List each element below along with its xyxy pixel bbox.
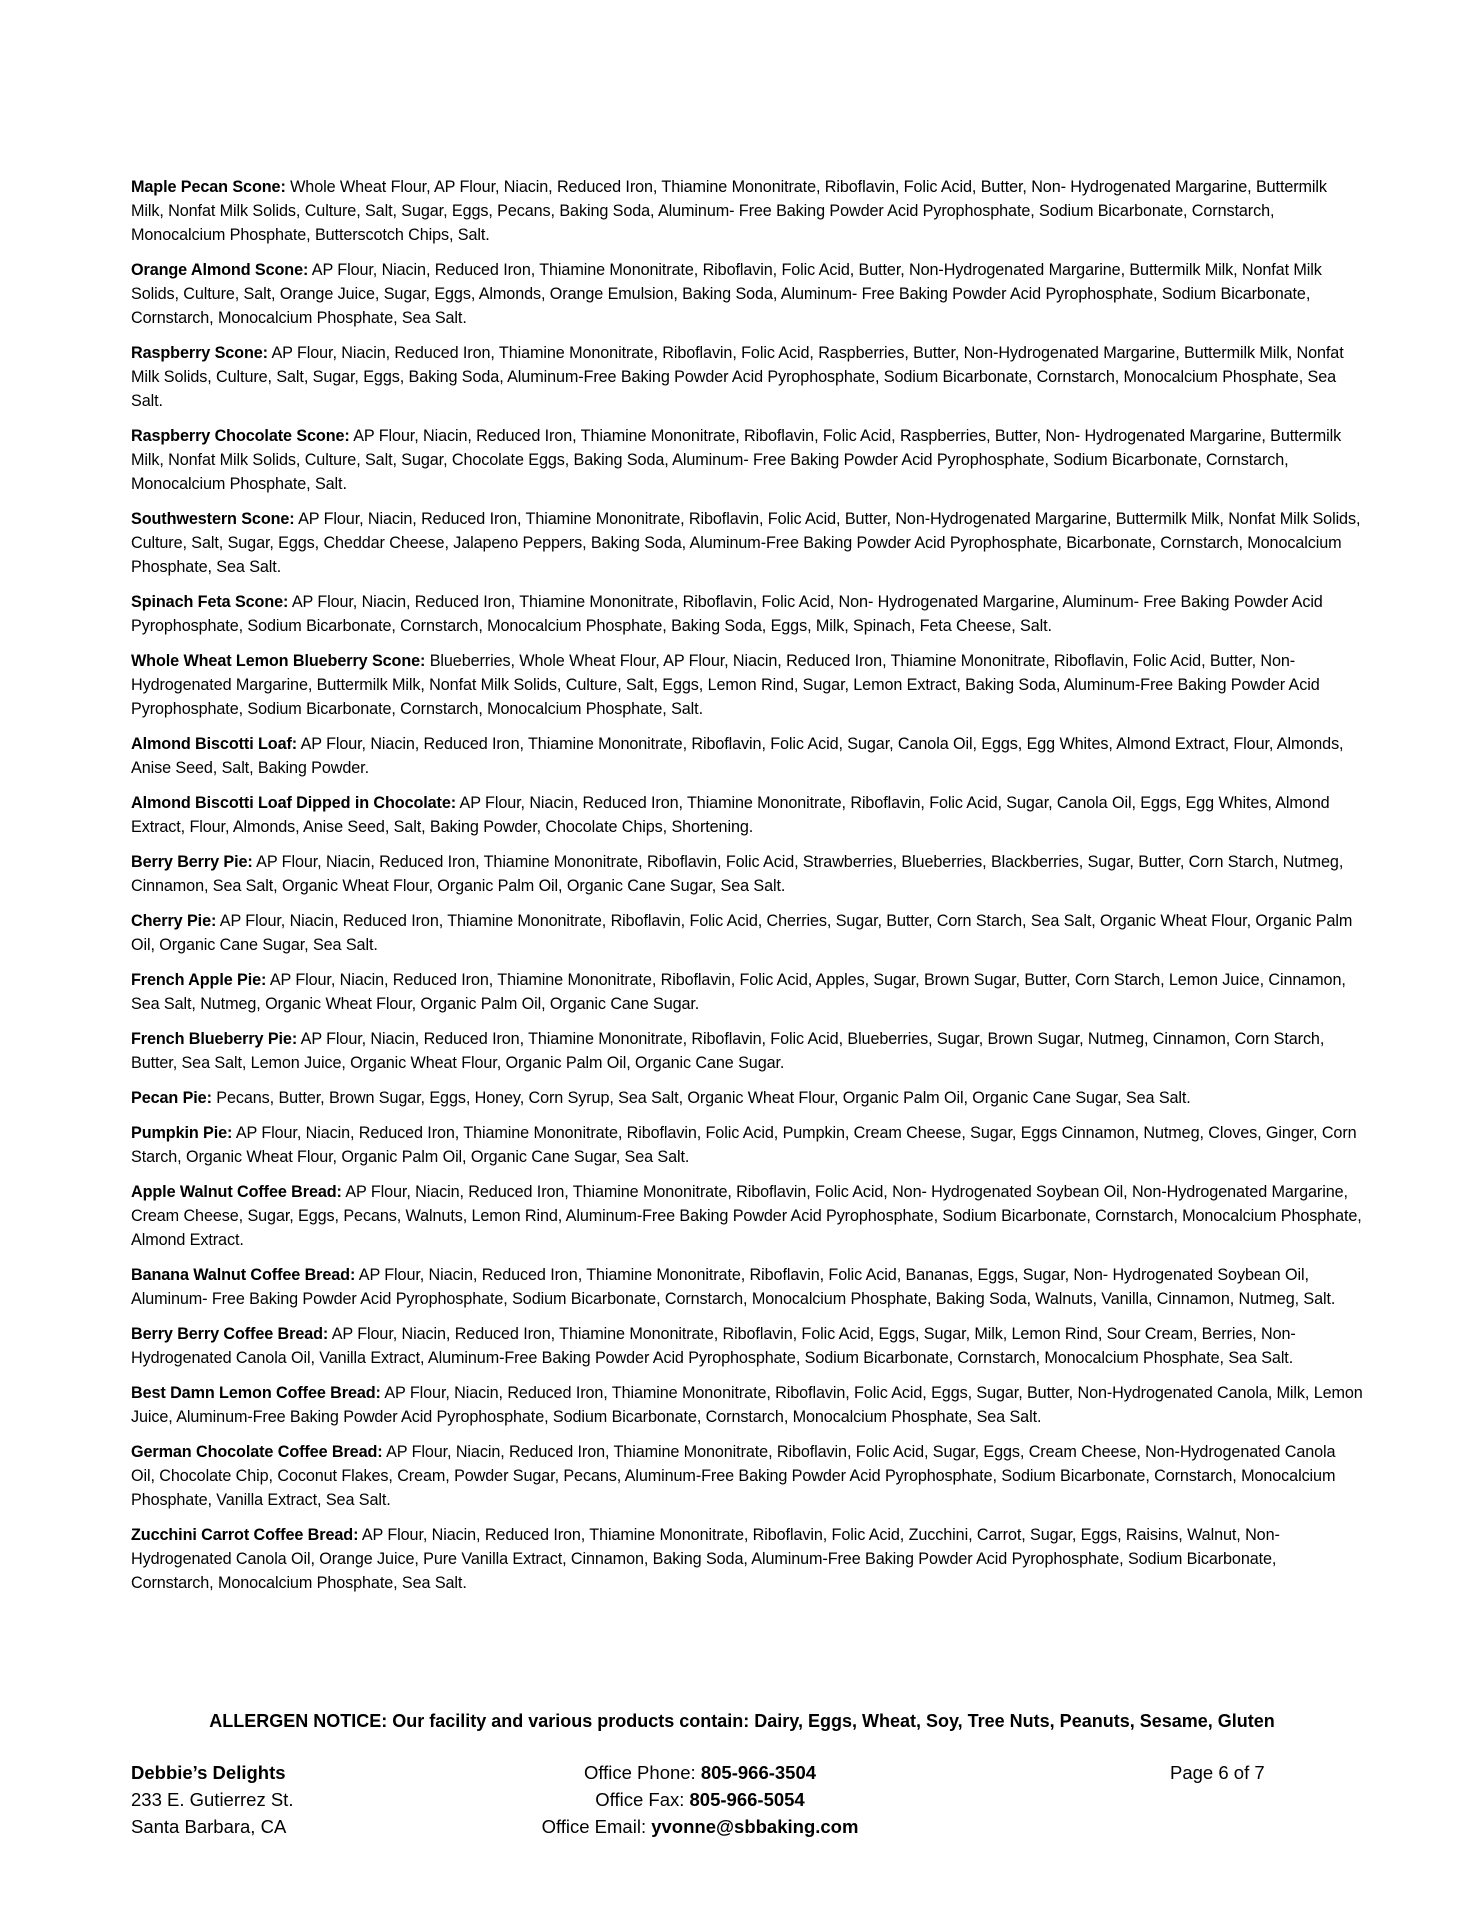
product-name: Berry Berry Coffee Bread:: [131, 1325, 329, 1343]
ingredients-text: Whole Wheat Flour, AP Flour, Niacin, Reduced Iron, Thiamine Mononitrate, Riboflavin, Folic Acid, Butter, Non- Hydrogenated Margarine, Buttermilk Milk, Nonfat Milk Solids, Culture, Salt, Sugar, Eggs, Pecans, Baking Soda, Aluminum- Free Baking Powder Acid Pyrophosphate, Sodium Bicarbonate, Cornstarch, Monocalcium Phosphate, Butterscotch Chips, Salt.: [131, 178, 1327, 244]
page-footer: [0, 1759, 1484, 1843]
office-email: [430, 1813, 970, 1840]
product-name: Almond Biscotti Loaf Dipped in Chocolate:: [131, 794, 457, 812]
product-name: German Chocolate Coffee Bread:: [131, 1443, 383, 1461]
ingredient-entry: [131, 791, 1363, 839]
ingredient-entry: [131, 850, 1363, 898]
ingredients-text: AP Flour, Niacin, Reduced Iron, Thiamine Mononitrate, Riboflavin, Folic Acid, Butter, Non-Hydrogenated Margarine, Buttermilk Milk, Nonfat Milk Solids, Culture, Salt, Orange Juice, Sugar, Eggs, Almonds, Orange Emulsion, Baking Soda, Aluminum- Free Baking Powder Acid Pyrophosphate, Sodium Bicarbonate, Cornstarch, Monocalcium Phosphate, Sea Salt.: [131, 261, 1322, 327]
product-name: Apple Walnut Coffee Bread:: [131, 1183, 342, 1201]
ingredients-text: AP Flour, Niacin, Reduced Iron, Thiamine Mononitrate, Riboflavin, Folic Acid, Non- Hydrogenated Soybean Oil, Non-Hydrogenated Margarine, Cream Cheese, Sugar, Eggs, Pecans, Walnuts, Lemon Rind, Aluminum-Free Baking Powder Acid Pyrophosphate, Sodium Bicarbonate, Cornstarch, Monocalcium Phosphate, Almond Extract.: [131, 1183, 1362, 1249]
ingredients-text: Pecans, Butter, Brown Sugar, Eggs, Honey, Corn Syrup, Sea Salt, Organic Wheat Flour, Organic Palm Oil, Organic Cane Sugar, Sea Salt.: [211, 1089, 1191, 1107]
ingredients-text: AP Flour, Niacin, Reduced Iron, Thiamine Mononitrate, Riboflavin, Folic Acid, Bananas, Eggs, Sugar, Non- Hydrogenated Soybean Oil, Aluminum- Free Baking Powder Acid Pyrophosphate, Sodium Bicarbonate, Cornstarch, Monocalcium Phosphate, Baking Soda, Walnuts, Vanilla, Cinnamon, Nutmeg, Salt.: [131, 1266, 1336, 1308]
footer-contact-block: [430, 1759, 970, 1840]
fax-number: 805-966-5054: [689, 1789, 805, 1810]
office-fax: [430, 1786, 970, 1813]
office-phone: [430, 1759, 970, 1786]
ingredient-entry: [131, 1381, 1363, 1429]
product-name: Cherry Pie:: [131, 912, 217, 930]
product-name: Raspberry Chocolate Scone:: [131, 427, 350, 445]
page-number: Page 6 of 7: [1170, 1762, 1265, 1783]
ingredient-entry: [131, 1523, 1363, 1595]
ingredient-entry: [131, 424, 1363, 496]
ingredient-entry: [131, 732, 1363, 780]
ingredients-text: AP Flour, Niacin, Reduced Iron, Thiamine Mononitrate, Riboflavin, Folic Acid, Butter, Non-Hydrogenated Margarine, Buttermilk Milk, Nonfat Milk Solids, Culture, Salt, Sugar, Eggs, Cheddar Cheese, Jalapeno Peppers, Baking Soda, Aluminum-Free Baking Powder Acid Pyrophosphate, Bicarbonate, Cornstarch, Monocalcium Phosphate, Sea Salt.: [131, 510, 1361, 576]
ingredients-text: AP Flour, Niacin, Reduced Iron, Thiamine Mononitrate, Riboflavin, Folic Acid, Strawberries, Blueberries, Blackberries, Sugar, Butter, Corn Starch, Nutmeg, Cinnamon, Sea Salt, Organic Wheat Flour, Organic Palm Oil, Organic Cane Sugar, Sea Salt.: [131, 853, 1344, 895]
ingredient-list: [131, 175, 1363, 1606]
product-name: French Apple Pie:: [131, 971, 267, 989]
fax-label: Office Fax:: [595, 1789, 690, 1810]
ingredients-text: AP Flour, Niacin, Reduced Iron, Thiamine Mononitrate, Riboflavin, Folic Acid, Pumpkin, Cream Cheese, Sugar, Eggs Cinnamon, Nutmeg, Cloves, Ginger, Corn Starch, Organic Wheat Flour, Organic Palm Oil, Organic Cane Sugar, Sea Salt.: [131, 1124, 1357, 1166]
footer-address-block: [131, 1759, 293, 1840]
product-name: Best Damn Lemon Coffee Bread:: [131, 1384, 381, 1402]
product-name: Orange Almond Scone:: [131, 261, 309, 279]
ingredients-text: AP Flour, Niacin, Reduced Iron, Thiamine Mononitrate, Riboflavin, Folic Acid, Raspberries, Butter, Non- Hydrogenated Margarine, Buttermilk Milk, Nonfat Milk Solids, Culture, Salt, Sugar, Chocolate Eggs, Baking Soda, Aluminum- Free Baking Powder Acid Pyrophosphate, Sodium Bicarbonate, Cornstarch, Monocalcium Phosphate, Salt.: [131, 427, 1342, 493]
ingredients-text: AP Flour, Niacin, Reduced Iron, Thiamine Mononitrate, Riboflavin, Folic Acid, Sugar, Canola Oil, Eggs, Egg Whites, Almond Extract, Flour, Almonds, Anise Seed, Salt, Baking Powder.: [131, 735, 1344, 777]
ingredient-entry: [131, 1263, 1363, 1311]
product-name: Raspberry Scone:: [131, 344, 268, 362]
product-name: Pumpkin Pie:: [131, 1124, 233, 1142]
ingredients-text: AP Flour, Niacin, Reduced Iron, Thiamine Mononitrate, Riboflavin, Folic Acid, Eggs, Sugar, Butter, Non-Hydrogenated Canola, Milk, Lemon Juice, Aluminum-Free Baking Powder Acid Pyrophosphate, Sodium Bicarbonate, Cornstarch, Monocalcium Phosphate, Sea Salt.: [131, 1384, 1363, 1426]
ingredient-entry: [131, 1322, 1363, 1370]
phone-label: Office Phone:: [583, 1762, 701, 1783]
product-name: Zucchini Carrot Coffee Bread:: [131, 1526, 359, 1544]
ingredients-text: AP Flour, Niacin, Reduced Iron, Thiamine Mononitrate, Riboflavin, Folic Acid, Apples, Sugar, Brown Sugar, Butter, Corn Starch, Lemon Juice, Cinnamon, Sea Salt, Nutmeg, Organic Wheat Flour, Organic Palm Oil, Organic Cane Sugar.: [131, 971, 1346, 1013]
email-address: yvonne@sbbaking.com: [651, 1816, 859, 1837]
product-name: Southwestern Scone:: [131, 510, 295, 528]
email-label: Office Email:: [541, 1816, 652, 1837]
address-street: 233 E. Gutierrez St.: [131, 1789, 294, 1810]
ingredient-entry: [131, 507, 1363, 579]
ingredients-text: AP Flour, Niacin, Reduced Iron, Thiamine Mononitrate, Riboflavin, Folic Acid, Raspberries, Butter, Non-Hydrogenated Margarine, Buttermilk Milk, Nonfat Milk Solids, Culture, Salt, Sugar, Eggs, Baking Soda, Aluminum-Free Baking Powder Acid Pyrophosphate, Sodium Bicarbonate, Cornstarch, Monocalcium Phosphate, Sea Salt.: [131, 344, 1344, 410]
company-name: Debbie’s Delights: [131, 1762, 286, 1783]
ingredient-entry: [131, 341, 1363, 413]
ingredients-text: AP Flour, Niacin, Reduced Iron, Thiamine Mononitrate, Riboflavin, Folic Acid, Sugar, Canola Oil, Eggs, Egg Whites, Almond Extract, Flour, Almonds, Anise Seed, Salt, Baking Powder, Chocolate Chips, Shortening.: [131, 794, 1330, 836]
ingredients-text: AP Flour, Niacin, Reduced Iron, Thiamine Mononitrate, Riboflavin, Folic Acid, Zucchini, Carrot, Sugar, Eggs, Raisins, Walnut, Non- Hydrogenated Canola Oil, Orange Juice, Pure Vanilla Extract, Cinnamon, Baking Soda, Aluminum-Free Baking Powder Acid Pyrophosphate, Sodium Bicarbonate, Cornstarch, Monocalcium Phosphate, Sea Salt.: [131, 1526, 1280, 1592]
ingredient-entry: [131, 1086, 1363, 1110]
product-name: Banana Walnut Coffee Bread:: [131, 1266, 356, 1284]
ingredient-entry: [131, 1180, 1363, 1252]
product-name: Almond Biscotti Loaf:: [131, 735, 298, 753]
ingredients-text: AP Flour, Niacin, Reduced Iron, Thiamine Mononitrate, Riboflavin, Folic Acid, Non- Hydrogenated Margarine, Aluminum- Free Baking Powder Acid Pyrophosphate, Sodium Bicarbonate, Cornstarch, Monocalcium Phosphate, Baking Soda, Eggs, Milk, Spinach, Feta Cheese, Salt.: [131, 593, 1323, 635]
product-name: Pecan Pie:: [131, 1089, 212, 1107]
product-name: Spinach Feta Scone:: [131, 593, 289, 611]
ingredient-entry: [131, 1440, 1363, 1512]
ingredients-text: AP Flour, Niacin, Reduced Iron, Thiamine Mononitrate, Riboflavin, Folic Acid, Eggs, Sugar, Milk, Lemon Rind, Sour Cream, Berries, Non-Hydrogenated Canola Oil, Vanilla Extract, Aluminum-Free Baking Powder Acid Pyrophosphate, Sodium Bicarbonate, Cornstarch, Monocalcium Phosphate, Sea Salt.: [131, 1325, 1296, 1367]
product-name: French Blueberry Pie:: [131, 1030, 298, 1048]
phone-number: 805-966-3504: [700, 1762, 817, 1783]
ingredients-text: AP Flour, Niacin, Reduced Iron, Thiamine Mononitrate, Riboflavin, Folic Acid, Cherries, Sugar, Butter, Corn Starch, Sea Salt, Organic Wheat Flour, Organic Palm Oil, Organic Cane Sugar, Sea Salt.: [131, 912, 1353, 954]
product-name: Berry Berry Pie:: [131, 853, 253, 871]
ingredient-entry: [131, 1121, 1363, 1169]
ingredient-entry: [131, 258, 1363, 330]
product-name: Maple Pecan Scone:: [131, 178, 286, 196]
ingredients-text: AP Flour, Niacin, Reduced Iron, Thiamine Mononitrate, Riboflavin, Folic Acid, Sugar, Eggs, Cream Cheese, Non-Hydrogenated Canola Oil, Chocolate Chip, Coconut Flakes, Cream, Powder Sugar, Pecans, Aluminum-Free Baking Powder Acid Pyrophosphate, Sodium Bicarbonate, Cornstarch, Monocalcium Phosphate, Vanilla Extract, Sea Salt.: [131, 1443, 1336, 1509]
ingredient-entry: [131, 175, 1363, 247]
ingredient-entry: [131, 909, 1363, 957]
allergen-notice: ALLERGEN NOTICE: Our facility and various products contain: Dairy, Eggs, Wheat, Soy, Tree Nuts, Peanuts, Sesame, Gluten: [209, 1711, 1275, 1731]
ingredients-text: Blueberries, Whole Wheat Flour, AP Flour, Niacin, Reduced Iron, Thiamine Mononitrate, Riboflavin, Folic Acid, Butter, Non- Hydrogenated Margarine, Buttermilk Milk, Nonfat Milk Solids, Culture, Salt, Eggs, Lemon Rind, Sugar, Lemon Extract, Baking Soda, Aluminum-Free Baking Powder Acid Pyrophosphate, Sodium Bicarbonate, Cornstarch, Monocalcium Phosphate, Salt.: [131, 652, 1320, 718]
address-city: Santa Barbara, CA: [131, 1816, 287, 1837]
ingredients-text: AP Flour, Niacin, Reduced Iron, Thiamine Mononitrate, Riboflavin, Folic Acid, Blueberries, Sugar, Brown Sugar, Nutmeg, Cinnamon, Corn Starch, Butter, Sea Salt, Lemon Juice, Organic Wheat Flour, Organic Palm Oil, Organic Cane Sugar.: [131, 1030, 1325, 1072]
ingredient-entry: [131, 968, 1363, 1016]
product-name: Whole Wheat Lemon Blueberry Scone:: [131, 652, 426, 670]
ingredient-entry: [131, 1027, 1363, 1075]
ingredient-entry: [131, 649, 1363, 721]
ingredient-entry: [131, 590, 1363, 638]
